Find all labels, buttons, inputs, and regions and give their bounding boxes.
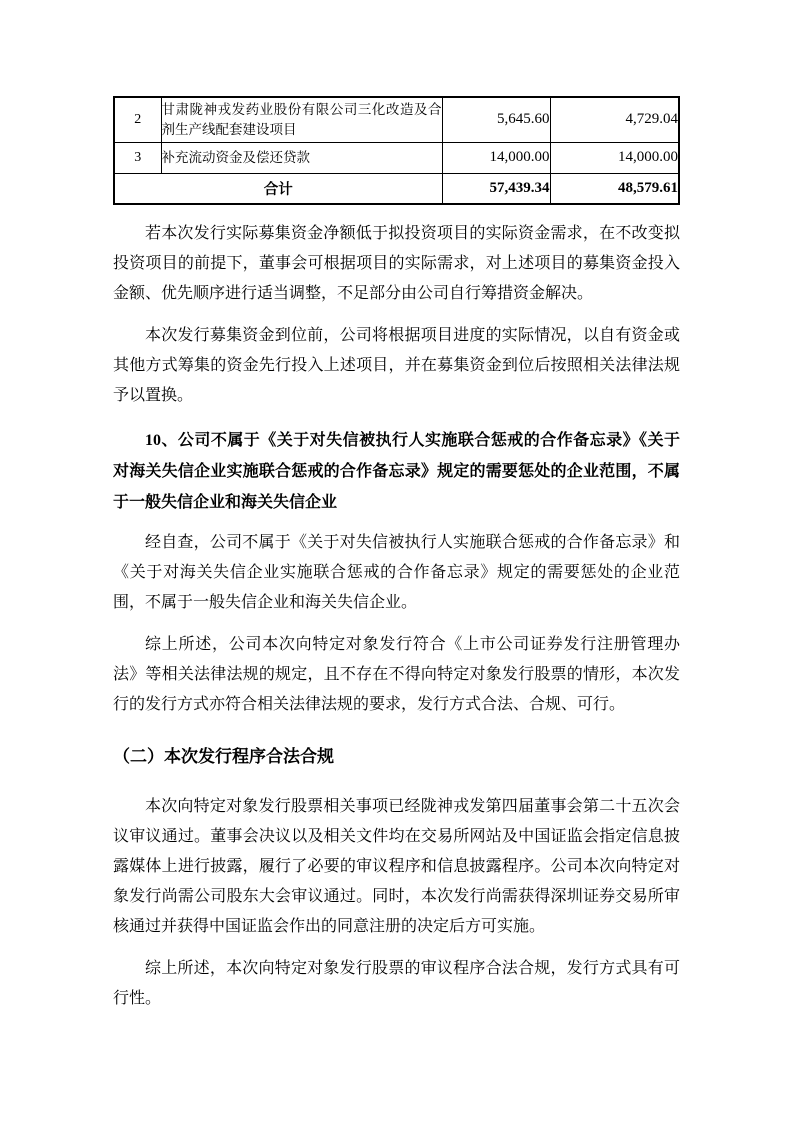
total-amount-raised: 48,579.61 xyxy=(550,173,679,204)
document-content xyxy=(113,96,680,1026)
paragraph-pre-funding: 本次发行募集资金到位前，公司将根据项目进度的实际情况，以自有资金或其他方式筹集的资金先行投入上述项目，并在募集资金到位后按照相关法律法规予以置换。 xyxy=(113,327,680,404)
paragraph-self-inspection: 经自查，公司不属于《关于对失信被执行人实施联合惩戒的合作备忘录》和《关于对海关失信企业实施联合惩戒的合作备忘录》规定的需要惩处的企业范围，不属于一般失信企业和海关失信企业。 xyxy=(113,534,680,611)
total-amount-planned: 57,439.34 xyxy=(442,173,550,204)
amount-planned: 14,000.00 xyxy=(442,142,550,173)
paragraph-procedure-conclusion: 综上所述，本次向特定对象发行股票的审议程序合法合规，发行方式具有可行性。 xyxy=(113,960,680,1007)
paragraph-fund-shortfall: 若本次发行实际募集资金净额低于拟投资项目的实际资金需求，在不改变拟投资项目的前提下，董事会可根据项目的实际需求，对上述项目的募集资金投入金额、优先顺序进行适当调整，不足部分由公司自行筹措资金解决。 xyxy=(113,225,680,302)
project-name: 甘肃陇神戎发药业股份有限公司三化改造及合剂生产线配套建设项目 xyxy=(161,97,442,142)
amount-raised: 4,729.04 xyxy=(550,97,679,142)
paragraph-issuance-procedure: 本次向特定对象发行股票相关事项已经陇神戎发第四届董事会第二十五次会议审议通过。董事会决议以及相关文件均在交易所网站及中国证监会指定信息披露媒体上进行披露，履行了必要的审议程序和信息披露程序。公司本次向特定对象发行尚需公司股东大会审议通过。同时，本次发行尚需获得深圳证券交易所审核通过并获得中国证监会作出的同意注册的决定后方可实施。 xyxy=(113,798,680,935)
table-row xyxy=(114,97,679,142)
total-label: 合计 xyxy=(114,173,442,204)
heading-item-10: 10、公司不属于《关于对失信被执行人实施联合惩戒的合作备忘录》《关于对海关失信企业实施联合惩戒的合作备忘录》规定的需要惩处的企业范围，不属于一般失信企业和海关失信企业 xyxy=(113,432,680,511)
paragraph-compliance-conclusion: 综上所述，公司本次向特定对象发行符合《上市公司证券发行注册管理办法》等相关法律法规的规定，且不存在不得向特定对象发行股票的情形，本次发行的发行方式亦符合相关法律法规的要求，发行方式合法、合规、可行。 xyxy=(113,636,680,713)
fund-usage-table xyxy=(113,96,680,205)
table-total-row xyxy=(114,173,679,204)
amount-raised: 14,000.00 xyxy=(550,142,679,173)
row-number: 3 xyxy=(114,142,161,173)
row-number: 2 xyxy=(114,97,161,142)
amount-planned: 5,645.60 xyxy=(442,97,550,142)
table-row xyxy=(114,142,679,173)
heading-section-procedure: （二）本次发行程序合法合规 xyxy=(113,747,334,766)
project-name: 补充流动资金及偿还贷款 xyxy=(161,142,442,173)
